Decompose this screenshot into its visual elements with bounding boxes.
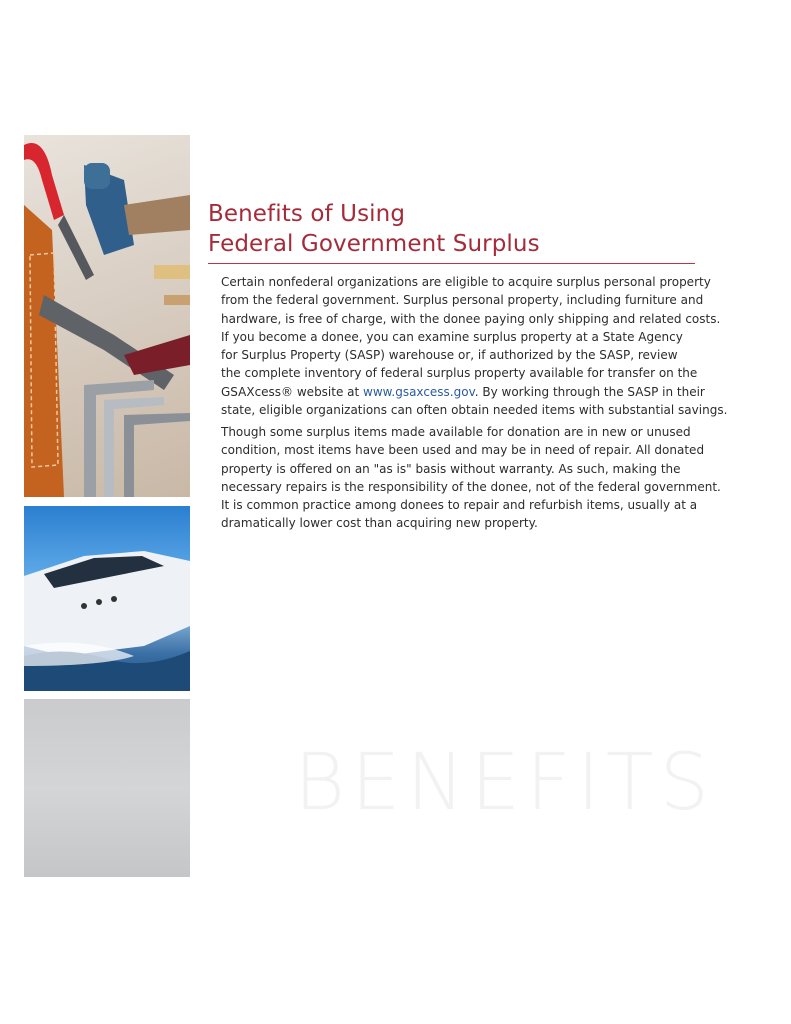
gray-panel xyxy=(24,699,190,877)
paragraph-line: Though some surplus items made available for donation are in new or unused xyxy=(221,425,691,439)
paragraph-line: the complete inventory of federal surplus property available for transfer on the xyxy=(221,366,698,381)
paragraph-line: state, eligible organizations can often obtain needed items with substantial savings. xyxy=(221,403,728,418)
paragraph-line: condition, most items have been used and may be in need of repair. All donated xyxy=(221,443,705,458)
paragraph-line: dramatically lower cost than acquiring new property. xyxy=(221,516,538,531)
link-prefix-text: GSAXcess® website at xyxy=(221,384,364,399)
paragraph-line: It is common practice among donees to repair and refurbish items, usually at a xyxy=(221,498,698,513)
paragraph-line: If you become a donee, you can examine surplus property at a State Agency xyxy=(221,329,683,344)
yacht-photo xyxy=(24,506,190,691)
paragraph-line: for Surplus Property (SASP) warehouse or, if authorized by the SASP, review xyxy=(221,348,678,363)
paragraph-line: from the federal government. Surplus personal property, including furniture and xyxy=(221,293,704,308)
tools-photo xyxy=(24,135,190,497)
page-heading xyxy=(208,199,708,259)
paragraph-line: property is offered on an "as is" basis without warranty. As such, making the xyxy=(221,461,681,476)
heading-line-2: Federal Government Surplus xyxy=(208,231,540,257)
paragraph-line: hardware, is free of charge, with the donee paying only shipping and related costs. xyxy=(221,311,721,326)
condition-paragraph xyxy=(221,423,721,533)
paragraph-line: Certain nonfederal organizations are eligible to acquire surplus personal property xyxy=(221,275,711,289)
benefits-watermark: BENEFITS xyxy=(294,738,716,828)
paragraph-line: necessary repairs is the responsibility of the donee, not of the federal government. xyxy=(221,479,721,494)
paragraph-line-with-link xyxy=(221,383,705,401)
link-suffix-text: . By working through the SASP in their xyxy=(474,384,705,399)
heading-line-1: Benefits of Using xyxy=(208,201,406,227)
heading-divider xyxy=(208,263,695,264)
intro-paragraph xyxy=(221,273,728,419)
gsaxcess-link[interactable]: www.gsaxcess.gov xyxy=(363,384,475,399)
